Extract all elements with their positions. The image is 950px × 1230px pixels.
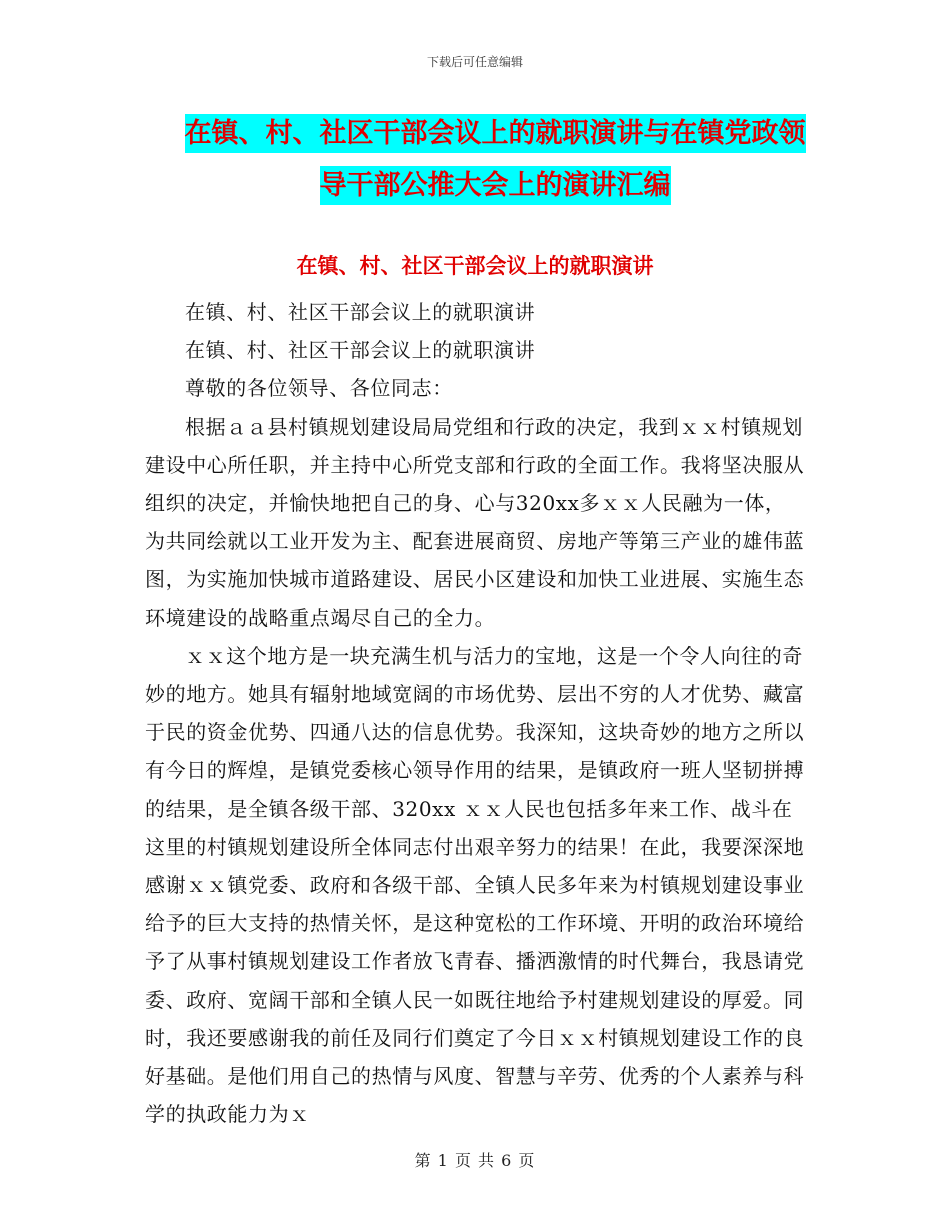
body-paragraph: 根据ａａ县村镇规划建设局局党组和行政的决定，我到ｘｘ村镇规划建设中心所任职，并主持中心所党支部和行政的全面工作。我将坚决服从组织的决定，并愉快地把自己的身、心与320xx多ｘｘ人民融为一体，为共同绘就以工业开发为主、配套进展商贸、房地产等第三产业的雄伟蓝图，为实施加快城市道路建设、居民小区建设和加快工业进展、实施生态环境建设的战略重点竭尽自己的全力。 bbox=[145, 414, 805, 630]
main-title-line-1: 在镇、村、社区干部会议上的就职演讲与在镇党政领 bbox=[185, 114, 806, 153]
section-title: 在镇、村、社区干部会议上的就职演讲 bbox=[296, 254, 654, 278]
body-paragraph: 在镇、村、社区干部会议上的就职演讲 bbox=[185, 338, 536, 363]
body-paragraph: 尊敬的各位领导、各位同志： bbox=[185, 376, 453, 401]
document-body bbox=[145, 293, 805, 1133]
body-paragraph: 在镇、村、社区干部会议上的就职演讲 bbox=[185, 300, 536, 324]
body-paragraph: ｘｘ这个地方是一块充满生机与活力的宝地，这是一个令人向往的奇妙的地方。她具有辐射地域宽阔的市场优势、层出不穷的人才优势、藏富于民的资金优势、四通八达的信息优势。我深知，这块奇妙的地方之所以有今日的辉煌，是镇党委核心领导作用的结果，是镇政府一班人坚韧拼搏的结果，是全镇各级干部、320xx ｘｘ人民也包括多年来工作、战斗在这里的村镇规划建设所全体同志付出艰辛努力的结果！在此，我要深深地感谢ｘｘ镇党委、政府和各级干部、全镇人民多年来为村镇规划建设事业给予的巨大支持的热情关怀，是这种宽松的工作环境、开明的政治环境给予了从事村镇规划建设工作者放飞青春、播洒激情的时代舞台，我恳请党委、政府、宽阔干部和全镇人民一如既往地给予村建规划建设的厚爱。同时，我还要感谢我的前任及同行们奠定了今日ｘｘ村镇规划建设工作的良好基础。是他们用自己的热情与风度、智慧与辛劳、优秀的个人素养与科学的执政能力为ｘ bbox=[145, 643, 805, 1127]
page-footer: 第 1 页 共 6 页 bbox=[414, 1151, 536, 1170]
document-main-title bbox=[150, 108, 840, 212]
main-title-line-2: 导干部公推大会上的演讲汇编 bbox=[320, 166, 671, 205]
header-note: 下载后可任意编辑 bbox=[426, 55, 523, 69]
